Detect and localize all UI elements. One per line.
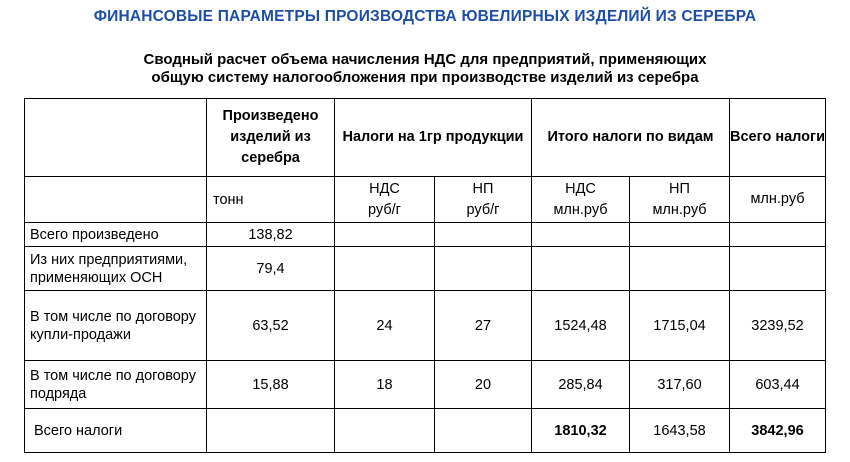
row-label: Из них предприятиями, применяющих ОСН [25,247,207,291]
unit-np-rate-name: НП [472,180,494,197]
unit-nds-total-name: НДС [565,180,596,197]
cell-np-total: 1643,58 [630,409,730,453]
cell-total: 3842,96 [730,409,826,453]
cell-total [730,247,826,291]
cell-np-rate [435,409,532,453]
unit-produced: тонн [207,177,335,223]
cell-produced: 15,88 [207,361,335,409]
table-row [25,223,826,247]
header-total-taxes: Всего налоги [730,99,826,177]
table-subtitle [0,51,850,87]
row-label: Всего произведено [25,223,207,247]
unit-nds-rate-unit: руб/г [368,201,401,218]
unit-nds-total [532,177,630,223]
cell-np-total [630,247,730,291]
unit-np-rate-unit: руб/г [466,201,500,218]
total-row [25,409,826,453]
cell-nds-total: 285,84 [532,361,630,409]
unit-np-rate [435,177,532,223]
row-label: В том числе по договору подряда [25,361,207,409]
unit-np-total-unit: млн.руб [652,201,707,218]
header-tax-per-gram: Налоги на 1гр продукции [335,99,532,177]
cell-np-rate: 27 [435,291,532,361]
cell-np-total: 1715,04 [630,291,730,361]
cell-nds-rate: 24 [335,291,435,361]
unit-nds-total-unit: млн.руб [553,201,608,218]
vat-summary-table [24,98,826,453]
row-label: Всего налоги [25,409,207,453]
cell-nds-rate: 18 [335,361,435,409]
cell-nds-total: 1524,48 [532,291,630,361]
units-row [25,177,826,223]
cell-produced [207,409,335,453]
cell-nds-rate [335,223,435,247]
row-label: В том числе по договору купли-продажи [25,291,207,361]
cell-np-rate [435,223,532,247]
cell-np-rate [435,247,532,291]
cell-np-total: 317,60 [630,361,730,409]
cell-nds-rate [335,247,435,291]
cell-nds-total [532,223,630,247]
header-empty-cell [25,99,207,177]
table-row [25,361,826,409]
page-title: ФИНАНСОВЫЕ ПАРАМЕТРЫ ПРОИЗВОДСТВА ЮВЕЛИРНЫХ ИЗДЕЛИЙ ИЗ СЕРЕБРА [93,8,757,25]
header-produced: Произведено изделий из серебра [207,99,335,177]
unit-nds-rate-name: НДС [369,180,400,197]
subtitle-line-2: общую систему налогообложения при производстве изделий из серебра [151,69,699,86]
cell-np-total [630,223,730,247]
cell-produced: 79,4 [207,247,335,291]
cell-nds-rate [335,409,435,453]
cell-produced: 63,52 [207,291,335,361]
cell-nds-total: 1810,32 [532,409,630,453]
cell-np-rate: 20 [435,361,532,409]
units-empty-cell [25,177,207,223]
header-row [25,99,826,177]
cell-produced: 138,82 [207,223,335,247]
cell-total: 3239,52 [730,291,826,361]
subtitle-line-1: Сводный расчет объема начисления НДС для предприятий, применяющих [143,51,707,68]
cell-total [730,223,826,247]
header-total-by-type: Итого налоги по видам [532,99,730,177]
unit-np-total [630,177,730,223]
cell-nds-total [532,247,630,291]
cell-total: 603,44 [730,361,826,409]
unit-np-total-name: НП [669,180,690,197]
table-row [25,247,826,291]
table-row [25,291,826,361]
unit-nds-rate [335,177,435,223]
unit-total: млн.руб [730,177,826,223]
